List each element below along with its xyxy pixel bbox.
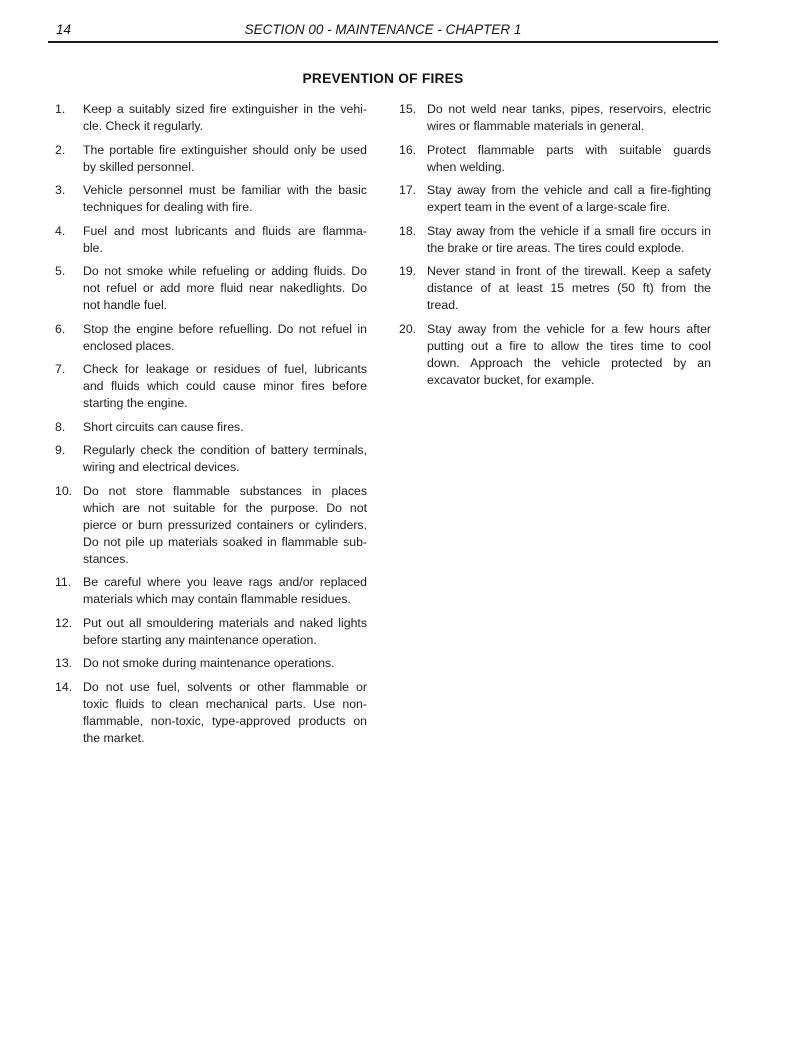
- text-line: when welding.: [427, 159, 505, 174]
- list-item-number: 5.: [55, 264, 66, 278]
- page-header: [48, 22, 718, 38]
- text-line: which are not suitable for the purpose. Do not: [83, 500, 367, 515]
- list-item: [55, 574, 367, 608]
- text-line: not refuel or add more fluid near nakedlights. Do: [83, 281, 367, 295]
- text-line: Stay away from the vehicle and call a fire-fighting: [427, 183, 711, 197]
- list-item-text: [83, 142, 367, 176]
- list-item-text: [83, 321, 367, 355]
- list-item-number: 6.: [55, 321, 66, 336]
- list-item-number: 16.: [399, 142, 417, 157]
- header-rule: [48, 41, 718, 43]
- list-item-text: [83, 679, 367, 747]
- text-line: flammable, non-toxic, type-approved products on: [83, 713, 367, 728]
- text-line: down. Approach the vehicle protected by an: [427, 355, 711, 370]
- text-line: Stop the engine before refuelling. Do not refuel in: [83, 321, 367, 336]
- list-item-number: 4.: [55, 223, 66, 238]
- list-item-number: 20.: [399, 321, 417, 336]
- two-column-list: [48, 101, 718, 753]
- list-column-right: [399, 101, 711, 753]
- text-line: expert team in the event of a large-scale fire.: [427, 200, 671, 214]
- list-item: [399, 223, 711, 257]
- list-item: [399, 101, 711, 135]
- text-line: wiring and electrical devices.: [83, 460, 240, 474]
- text-line: materials which may contain flammable residues.: [83, 592, 351, 606]
- list-item-number: 12.: [55, 615, 73, 630]
- list-item-number: 1.: [55, 102, 66, 116]
- page-number: 14: [56, 22, 72, 37]
- list-item-text: [83, 419, 367, 436]
- list-item-text: [83, 655, 367, 672]
- text-line: Do not weld near tanks, pipes, reservoirs, electric: [427, 102, 711, 116]
- list-item-number: 18.: [399, 223, 417, 238]
- text-line: Fuel and most lubricants and fluids are flamma-: [83, 223, 367, 238]
- text-line: Stay away from the vehicle if a small fire occurs in: [427, 223, 711, 238]
- list-item: [399, 321, 711, 389]
- list-item-number: 10.: [55, 483, 73, 498]
- text-line: Do not use fuel, solvents or other flammable or: [83, 679, 367, 694]
- text-line: Protect flammable parts with suitable guards: [427, 142, 711, 157]
- list-column-left: [55, 101, 367, 753]
- section-title: PREVENTION OF FIRES: [302, 71, 464, 86]
- text-line: Vehicle personnel must be familiar with the basic: [83, 183, 367, 197]
- text-line: Do not smoke while refueling or adding fluids. Do: [83, 264, 367, 278]
- text-line: techniques for dealing with fire.: [83, 200, 253, 214]
- text-line: Check for leakage or residues of fuel, lubricants: [83, 362, 367, 376]
- text-line: cle. Check it regularly.: [83, 119, 204, 133]
- text-line: starting the engine.: [83, 396, 188, 410]
- text-line: excavator bucket, for example.: [427, 372, 595, 387]
- list-item: [55, 182, 367, 216]
- text-line: Short circuits can cause fires.: [83, 419, 244, 434]
- list-item-number: 19.: [399, 264, 417, 278]
- list-item: [55, 615, 367, 649]
- text-line: distance of at least 15 metres (50 ft) from the: [427, 281, 711, 295]
- list-item: [55, 321, 367, 355]
- list-item-number: 15.: [399, 102, 417, 116]
- list-item: [55, 263, 367, 314]
- text-line: by skilled personnel.: [83, 159, 195, 174]
- list-item-text: [83, 182, 367, 216]
- text-line: wires or flammable materials in general.: [427, 119, 645, 133]
- list-item-text: [83, 483, 367, 568]
- list-item-number: 7.: [55, 362, 66, 376]
- text-line: Do not store flammable substances in places: [83, 483, 367, 498]
- list-item: [399, 142, 711, 176]
- list-item-text: [427, 263, 711, 314]
- text-line: tread.: [427, 298, 459, 312]
- list-item: [55, 142, 367, 176]
- list-item-number: 3.: [55, 183, 66, 197]
- list-item-text: [83, 574, 367, 608]
- text-line: stances.: [83, 551, 129, 566]
- text-line: before starting any maintenance operation.: [83, 632, 317, 647]
- list-item-number: 13.: [55, 656, 73, 670]
- list-item-text: [83, 615, 367, 649]
- list-item-number: 2.: [55, 142, 66, 157]
- list-item: [55, 419, 367, 436]
- list-item-number: 17.: [399, 183, 417, 197]
- text-line: the market.: [83, 730, 145, 745]
- list-item: [55, 655, 367, 672]
- text-line: not handle fuel.: [83, 298, 168, 312]
- list-item-text: [83, 223, 367, 257]
- text-line: Never stand in front of the tirewall. Keep a safety: [427, 264, 711, 278]
- list-item-text: [427, 182, 711, 216]
- text-line: the brake or tire areas. The tires could explode.: [427, 240, 685, 255]
- text-line: enclosed places.: [83, 338, 175, 353]
- list-item-text: [83, 361, 367, 412]
- text-line: toxic fluids to clean mechanical parts. Use non-: [83, 696, 367, 711]
- text-line: The portable fire extinguisher should only be used: [83, 142, 367, 157]
- list-item: [55, 483, 367, 568]
- running-title: SECTION 00 - MAINTENANCE - CHAPTER 1: [244, 22, 522, 37]
- list-item-number: 8.: [55, 419, 66, 434]
- text-line: ble.: [83, 240, 103, 255]
- list-item-text: [83, 442, 367, 476]
- list-item-text: [83, 263, 367, 314]
- list-item: [55, 101, 367, 135]
- list-item: [55, 361, 367, 412]
- text-line: Regularly check the condition of battery terminals,: [83, 443, 367, 457]
- text-line: Keep a suitably sized fire extinguisher in the vehi-: [83, 102, 367, 116]
- text-line: and fluids which could cause minor fires before: [83, 379, 367, 393]
- text-line: Put out all smouldering materials and naked lights: [83, 615, 367, 630]
- list-item-number: 11.: [55, 575, 72, 589]
- list-item: [55, 679, 367, 747]
- list-item-number: 9.: [55, 443, 66, 457]
- list-item: [55, 223, 367, 257]
- list-item-text: [427, 101, 711, 135]
- list-item-text: [83, 101, 367, 135]
- list-item-text: [427, 321, 711, 389]
- text-line: putting out a fire to allow the tires time to cool: [427, 338, 711, 353]
- list-item-text: [427, 223, 711, 257]
- list-item: [55, 442, 367, 476]
- text-line: Be careful where you leave rags and/or replaced: [83, 575, 367, 589]
- list-item-text: [427, 142, 711, 176]
- text-line: Do not pile up materials soaked in flammable sub-: [83, 534, 367, 549]
- list-item-number: 14.: [55, 679, 73, 694]
- text-line: pierce or burn pressurized containers or cylinders.: [83, 517, 367, 532]
- list-item: [399, 263, 711, 314]
- text-line: Do not smoke during maintenance operations.: [83, 656, 335, 670]
- list-item: [399, 182, 711, 216]
- text-line: Stay away from the vehicle for a few hours after: [427, 321, 711, 336]
- page-content: [48, 0, 718, 753]
